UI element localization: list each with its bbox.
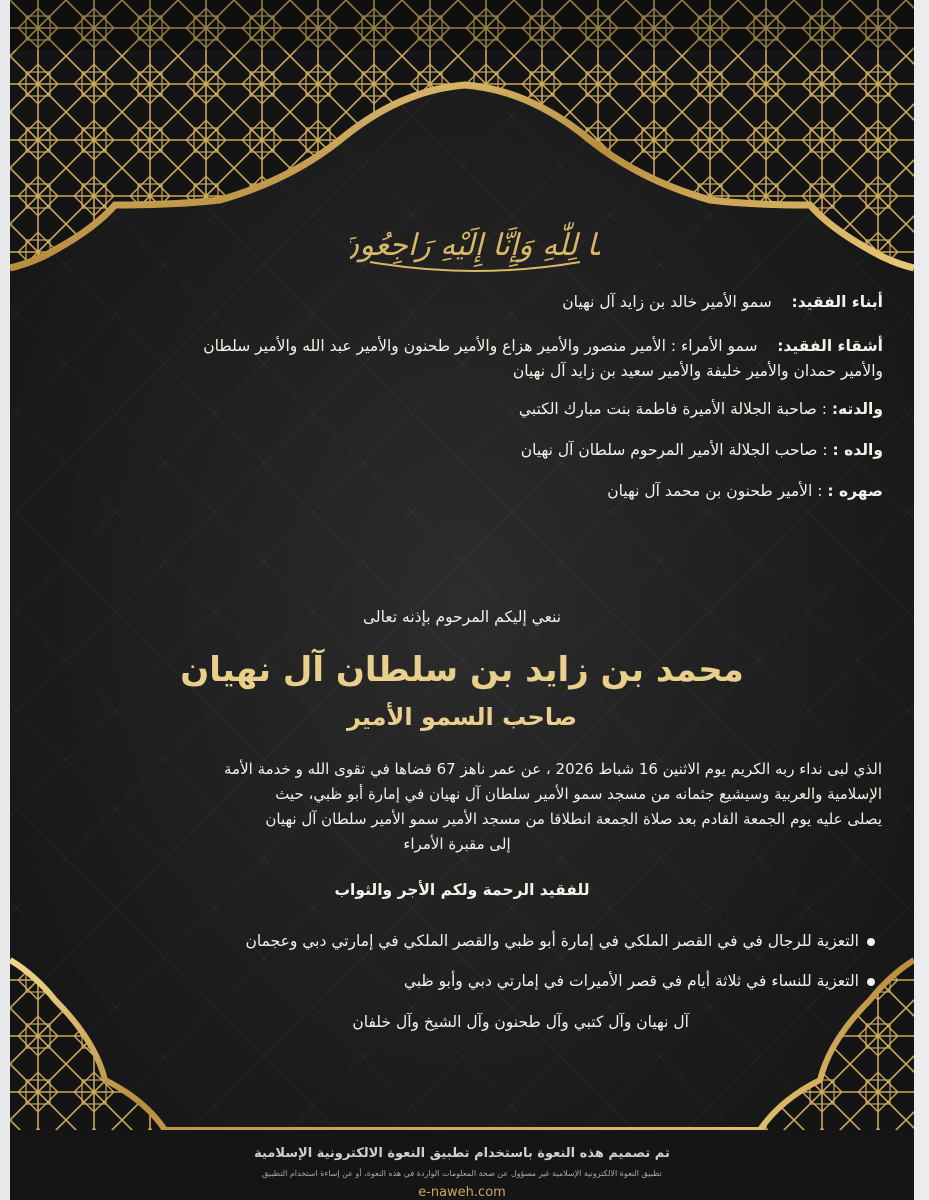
sons-label: أبناء الفقيد: bbox=[791, 293, 883, 311]
family-row-father bbox=[23, 438, 883, 463]
family-row-brothers bbox=[13, 334, 883, 384]
families-line: آل نهيان وآل كتبي وآل طحنون وآل الشيخ وآل خلفان bbox=[352, 1013, 689, 1031]
calligraphy-istirja bbox=[350, 200, 600, 280]
announcement-body bbox=[32, 757, 882, 857]
footer-credit: تم تصميم هذه النعوة باستخدام تطبيق النعوة الالكترونية الإسلامية bbox=[254, 1146, 670, 1161]
body-line-1: الذي لبى نداء ربه الكريم يوم الاثنين 16 شباط 2026 ، عن عمر ناهز 67 قضاها في تقوى الله و خدمة الأمة bbox=[224, 760, 882, 778]
brothers-value: سمو الأمراء : الأمير منصور والأمير هزاع والأمير طحنون والأمير عبد الله والأمير سلطان bbox=[203, 337, 758, 355]
body-line-3: يصلى عليه يوم الجمعة القادم بعد صلاة الجمعة انطلاقا من مسجد الأمير سمو الأمير سلطان آل نهيان bbox=[265, 810, 882, 828]
mother-value: : صاحبة الجلالة الأميرة فاطمة بنت مبارك الكتبي bbox=[518, 400, 827, 418]
mother-label: والدته: bbox=[831, 400, 883, 418]
footer-disclaimer: تطبيق النعوة الالكترونية الإسلامية غير مسؤول عن صحة المعلومات الواردة في هذه النعوة، أو عن إساءة استخدام التطبيق bbox=[262, 1169, 662, 1178]
svg-text:إِنَّا لِلّٰهِ وَإِنَّا إِلَيْ: إِنَّا لِلّٰهِ وَإِنَّا إِلَيْهِ رَاجِعُونَ bbox=[350, 228, 600, 263]
bullet-dot bbox=[867, 938, 875, 946]
brothers-label: أشقاء الفقيد: bbox=[777, 337, 883, 355]
family-row-son-in-law bbox=[23, 479, 883, 504]
obituary-card bbox=[10, 0, 914, 1200]
family-row-mother bbox=[23, 397, 883, 422]
body-line-2: الإسلامية والعربية وسيشيع جثمانه من مسجد سمو الأمير سلطان آل نهيان في إمارة أبو ظبي، حيث bbox=[275, 785, 882, 803]
condolence-men: التعزية للرجال في في القصر الملكي في إمارة أبو ظبي والقصر الملكي في إمارتي دبي وعجمان bbox=[245, 932, 859, 950]
footer-site-link[interactable]: e-naweh.com bbox=[418, 1185, 506, 1200]
son-in-law-value: : الأمير طحنون بن محمد آل نهيان bbox=[607, 482, 823, 500]
intro-line: ننعي إليكم المرحوم بإذنه تعالى bbox=[362, 608, 562, 626]
body-line-4: إلى مقبرة الأمراء bbox=[403, 835, 511, 853]
father-label: والده : bbox=[832, 441, 883, 459]
brothers-value-continued: والأمير حمدان والأمير خليفة والأمير سعيد بن زايد آل نهيان bbox=[512, 362, 883, 380]
deceased-name: محمد بن زايد بن سلطان آل نهيان bbox=[180, 650, 744, 690]
prayer-line: للفقيد الرحمة ولكم الأجر والثواب bbox=[334, 881, 590, 899]
deceased-title: صاحب السمو الأمير bbox=[346, 703, 578, 731]
sons-value: سمو الأمير خالد بن زايد آل نهيان bbox=[562, 293, 772, 311]
father-value: : صاحب الجلالة الأمير المرحوم سلطان آل نهيان bbox=[520, 441, 828, 459]
son-in-law-label: صهره : bbox=[827, 482, 883, 500]
page-margin-strip bbox=[914, 0, 929, 1200]
bullet-dot bbox=[867, 978, 875, 986]
condolence-women: التعزية للنساء في ثلاثة أيام في قصر الأميرات في إمارتي دبي وأبو ظبي bbox=[403, 972, 859, 990]
family-row-sons bbox=[23, 290, 883, 315]
